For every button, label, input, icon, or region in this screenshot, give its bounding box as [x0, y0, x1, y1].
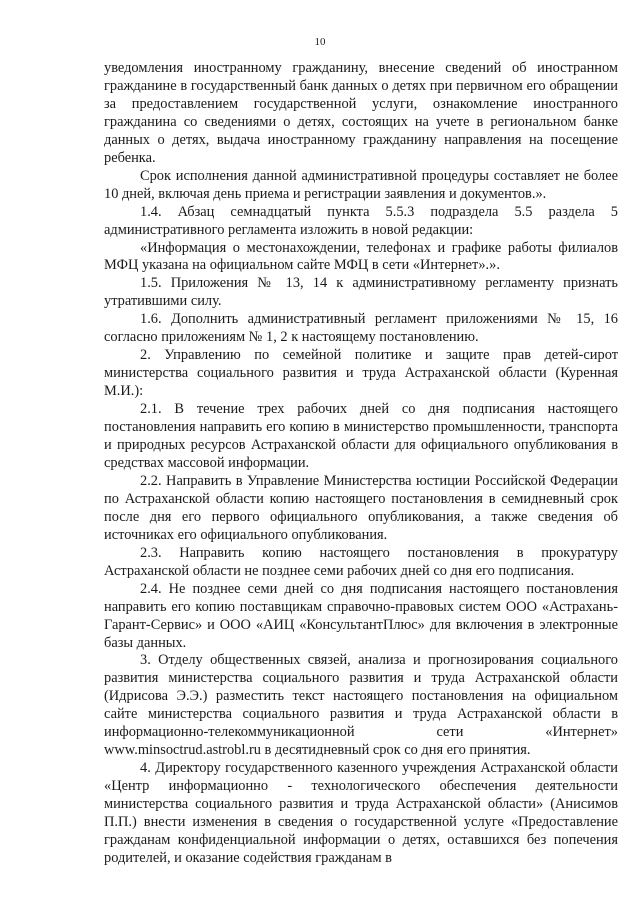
paragraph: Срок исполнения данной административной процедуры составляет не более 10 дней, включая день приема и регистрации заявления и документов.».: [104, 167, 618, 202]
paragraph: 1.5. Приложения № 13, 14 к административному регламенту признать утратившими силу.: [104, 275, 618, 310]
paragraph: 2.3. Направить копию настоящего постановления в прокуратуру Астраханской области не позднее семи рабочих дней со дня его подписания.: [104, 544, 618, 579]
paragraph: 1.6. Дополнить административный регламент приложениями № 15, 16 согласно приложениям № 1, 2 к настоящему постановлению.: [104, 311, 618, 346]
paragraph: 2.2. Направить в Управление Министерства юстиции Российской Федерации по Астраханской области копию настоящего постановления в семидневный срок после дня его первого официального опубликования, а также сведения об источниках его официального опубликования.: [104, 472, 618, 543]
paragraph-continuation: уведомления иностранному гражданину, внесение сведений об иностранном гражданине в государственный банк данных о детях при первичном его обращении за предоставлением государственной услуги, ознакомление иностранного гражданина со сведениями о детях, состоящих на учете в региональном банке данных о детях, выдача иностранному гражданину направления на посещение ребенка.: [104, 60, 618, 166]
page-number: 10: [314, 36, 326, 48]
paragraph: 4. Директору государственного казенного учреждения Астраханской области «Центр информационно - технологического обеспечения деятельности министерства социального развития и труда Астраханской области» (Анисимов П.П.) внести изменения в сведения о государственной услуге «Предоставление гражданам конфиденциальной информации о детях, оставшихся без попечения родителей, и оказание содействия гражданам в: [104, 760, 618, 866]
paragraph: 3. Отделу общественных связей, анализа и прогнозирования социального развития министерства социального развития и труда Астраханской области (Идрисова Э.Э.) разместить текст настоящего постановления на официальном сайте министерства социального развития и труда Астраханской области в информационно-телекоммуникационной сети «Интернет» www.minsoctrud.astrobl.ru в десятидневный срок со дня его принятия.: [104, 652, 618, 759]
paragraph: 2.4. Не позднее семи дней со дня подписания настоящего постановления направить его копию поставщикам справочно-правовых систем ООО «Астрахань-Гарант-Сервис» и ООО «АИЦ «КонсультантПлюс» для включения в электронные базы данных.: [104, 580, 618, 651]
paragraph: 2.1. В течение трех рабочих дней со дня подписания настоящего постановления направить его копию в министерство промышленности, транспорта и природных ресурсов Астраханской области для официального опубликования в средствах массовой информации.: [104, 401, 618, 471]
paragraph: «Информация о местонахождении, телефонах и графике работы филиалов МФЦ указана на официальном сайте МФЦ в сети «Интернет».».: [104, 239, 618, 274]
document-body: [104, 60, 618, 868]
paragraph: 1.4. Абзац семнадцатый пункта 5.5.3 подраздела 5.5 раздела 5 административного регламента изложить в новой редакции:: [104, 203, 618, 238]
paragraph: 2. Управлению по семейной политике и защите прав детей-сирот министерства социального развития и труда Астраханской области (Куренная М.И.):: [104, 347, 618, 400]
